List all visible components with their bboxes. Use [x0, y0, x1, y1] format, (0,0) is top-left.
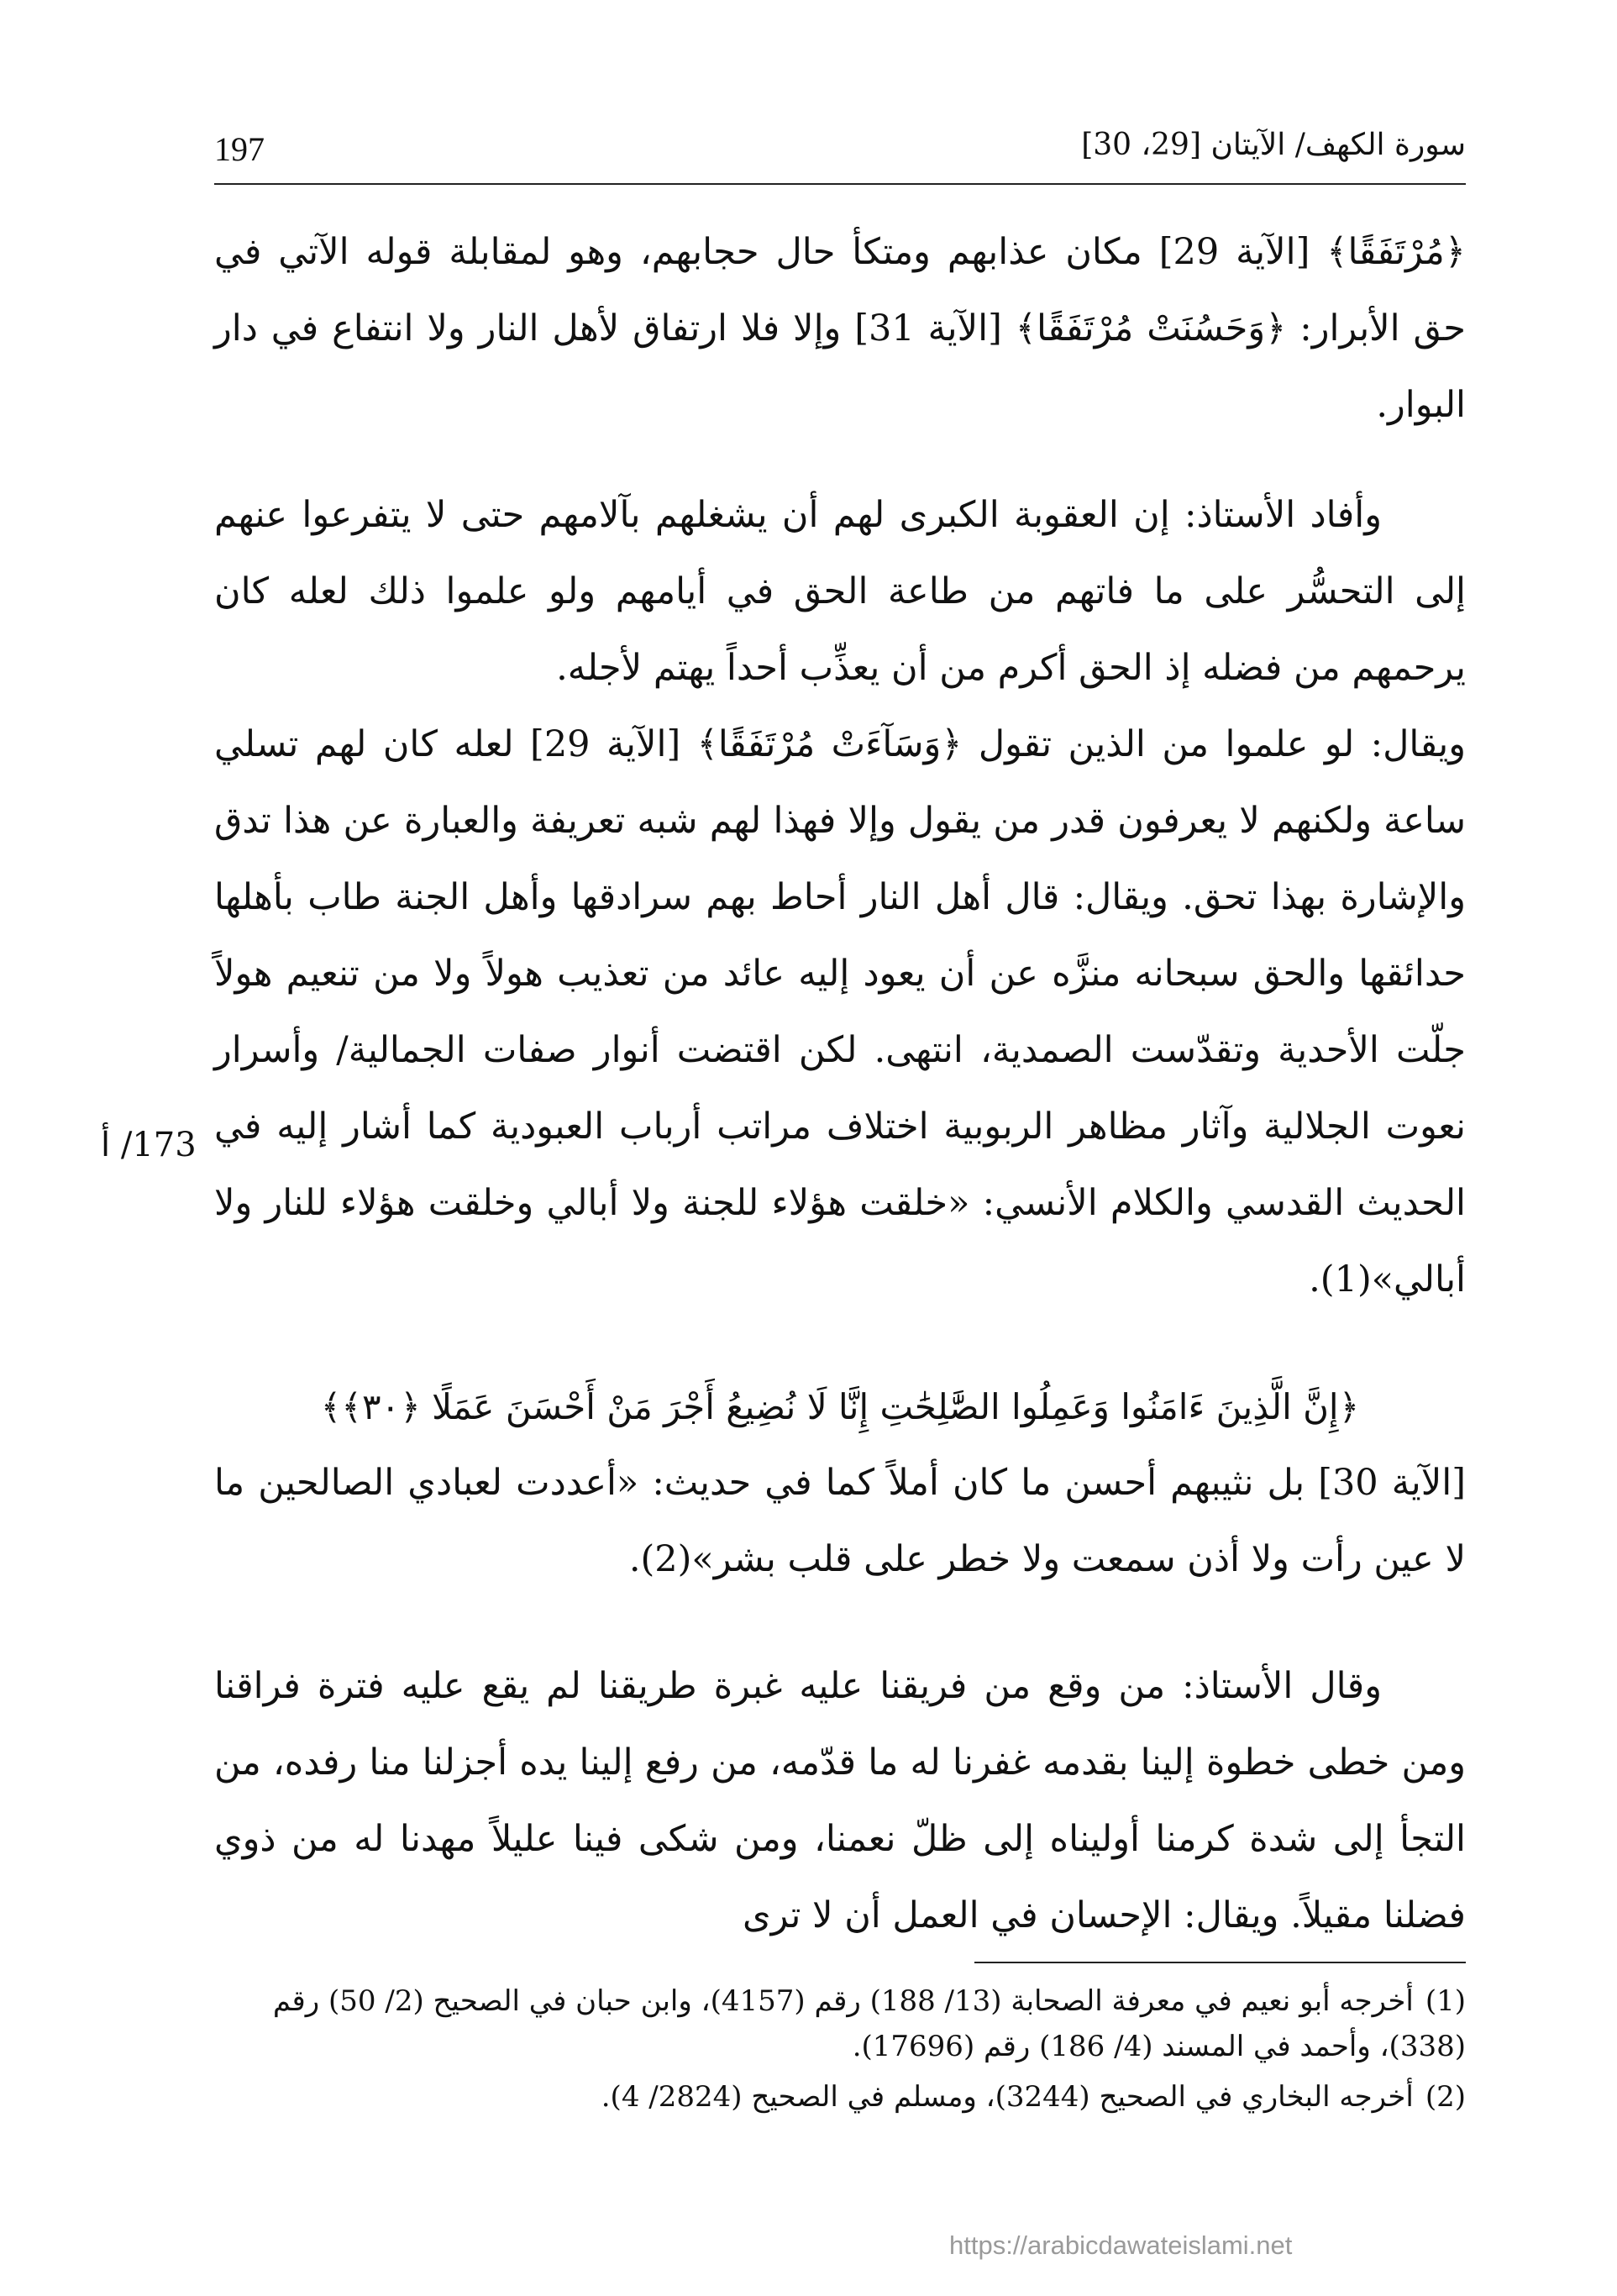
quran-verse: ﴿إِنَّ الَّذِينَ ءَامَنُوا وَعَمِلُوا الصَّٰلِحَٰتِ إِنَّا لَا نُضِيعُ أَجْرَ مَنْ أَحْسَنَ عَمَلًا ﴿٣٠﴾﴾ — [320, 1386, 1360, 1427]
paragraph: ويقال: لو علموا من الذين تقول ﴿وَسَآءَتْ مُرْتَفَقًا﴾ [الآية 29] لعله كان لهم تسلي ساعة ولكنهم لا يعرفون قدر من يقول وإلا فهذا لهم شبه تعريفة والعبارة عن هذا تدق والإشارة بهذا تحق. ويقال: قال أهل النار أحاط بهم سرادقها وأهل الجنة طاب بأهلها حدائقها والحق سبحانه منزَّه عن أن يعود إليه عائد من تعذيب هولاً ولا من تنعيم هولاً جلّت الأحدية وتقدّست الصمدية، انتهى. لكن اقتضت أنوار صفات الجمالية/ وأسرار نعوت الجلالية وآثار مظاهر الربوبية اختلاف مراتب أرباب العبودية كما أشار إليه في الحديث القدسي والكلام الأنسي: «خلقت هؤلاء للجنة ولا أبالي وخلقت هؤلاء للنار ولا أبالي»(1). — [214, 723, 1466, 1300]
footnote-text: أخرجه البخاري في الصحيح (3244)، ومسلم في الصحيح (2824/ 4). — [601, 2080, 1414, 2114]
footnote-number: (2) — [1425, 2080, 1466, 2114]
footnote-text: أخرجه أبو نعيم في معرفة الصحابة (13/ 188) رقم (4157)، وابن حبان في الصحيح (2/ 50) رقم (338)، وأحمد في المسند (4/ 186) رقم (17696). — [272, 1984, 1466, 2063]
paragraph: [الآية 30] بل نثيبهم أحسن ما كان أملاً كما في حديث: «أعددت لعبادي الصالحين ما لا عين رأت ولا أذن سمعت ولا خطر على قلب بشر»(2). — [214, 1462, 1467, 1580]
running-title: سورة الكهف/ الآيتان [29، 30] — [1081, 128, 1466, 162]
footnote — [214, 2074, 1466, 2120]
main-text — [214, 214, 1466, 1954]
footnote — [214, 1978, 1466, 2069]
paragraph: وأفاد الأستاذ: إن العقوبة الكبرى لهم أن يشغلهم بآلامهم حتى لا يتفرعوا عنهم إلى التحسُّر على ما فاتهم من طاعة الحق في أيامهم ولو علموا ذلك لعله كان يرحمهم من فضله إذ الحق أكرم من أن يعذِّب أحداً يهتم لأجله. — [214, 494, 1466, 689]
paragraph: ﴿مُرْتَفَقًا﴾ [الآية 29] مكان عذابهم ومتكأ حال حجابهم، وهو لمقابلة قوله الآتي في حق الأبرار: ﴿وَحَسُنَتْ مُرْتَفَقًا﴾ [الآية 31] وإلا فلا ارتفاق لأهل النار ولا انتفاع في دار البوار. — [214, 231, 1466, 426]
footnote-number: (1) — [1425, 1984, 1466, 2018]
footnotes — [214, 1978, 1466, 2125]
page-header — [214, 124, 1466, 185]
page-number: 197 — [214, 130, 265, 168]
watermark-url: https://arabicdawateislami.net — [949, 2230, 1293, 2260]
footnote-divider — [974, 1962, 1466, 1963]
manuscript-folio-note: 173/ أ — [101, 1126, 197, 1164]
paragraph: وقال الأستاذ: من وقع من فريقنا عليه غبرة طريقنا لم يقع عليه فترة فراقنا ومن خطى خطوة إلينا بقدمه غفرنا له ما قدّمه، من رفع إلينا يده أجزلنا منا رفده، من التجأ إلى شدة كرمنا أوليناه إلى ظلّ نعمنا، ومن شكى فينا عليلاً مهدنا له من ذوي فضلنا مقيلاً. ويقال: الإحسان في العمل أن لا ترى — [214, 1665, 1466, 1936]
